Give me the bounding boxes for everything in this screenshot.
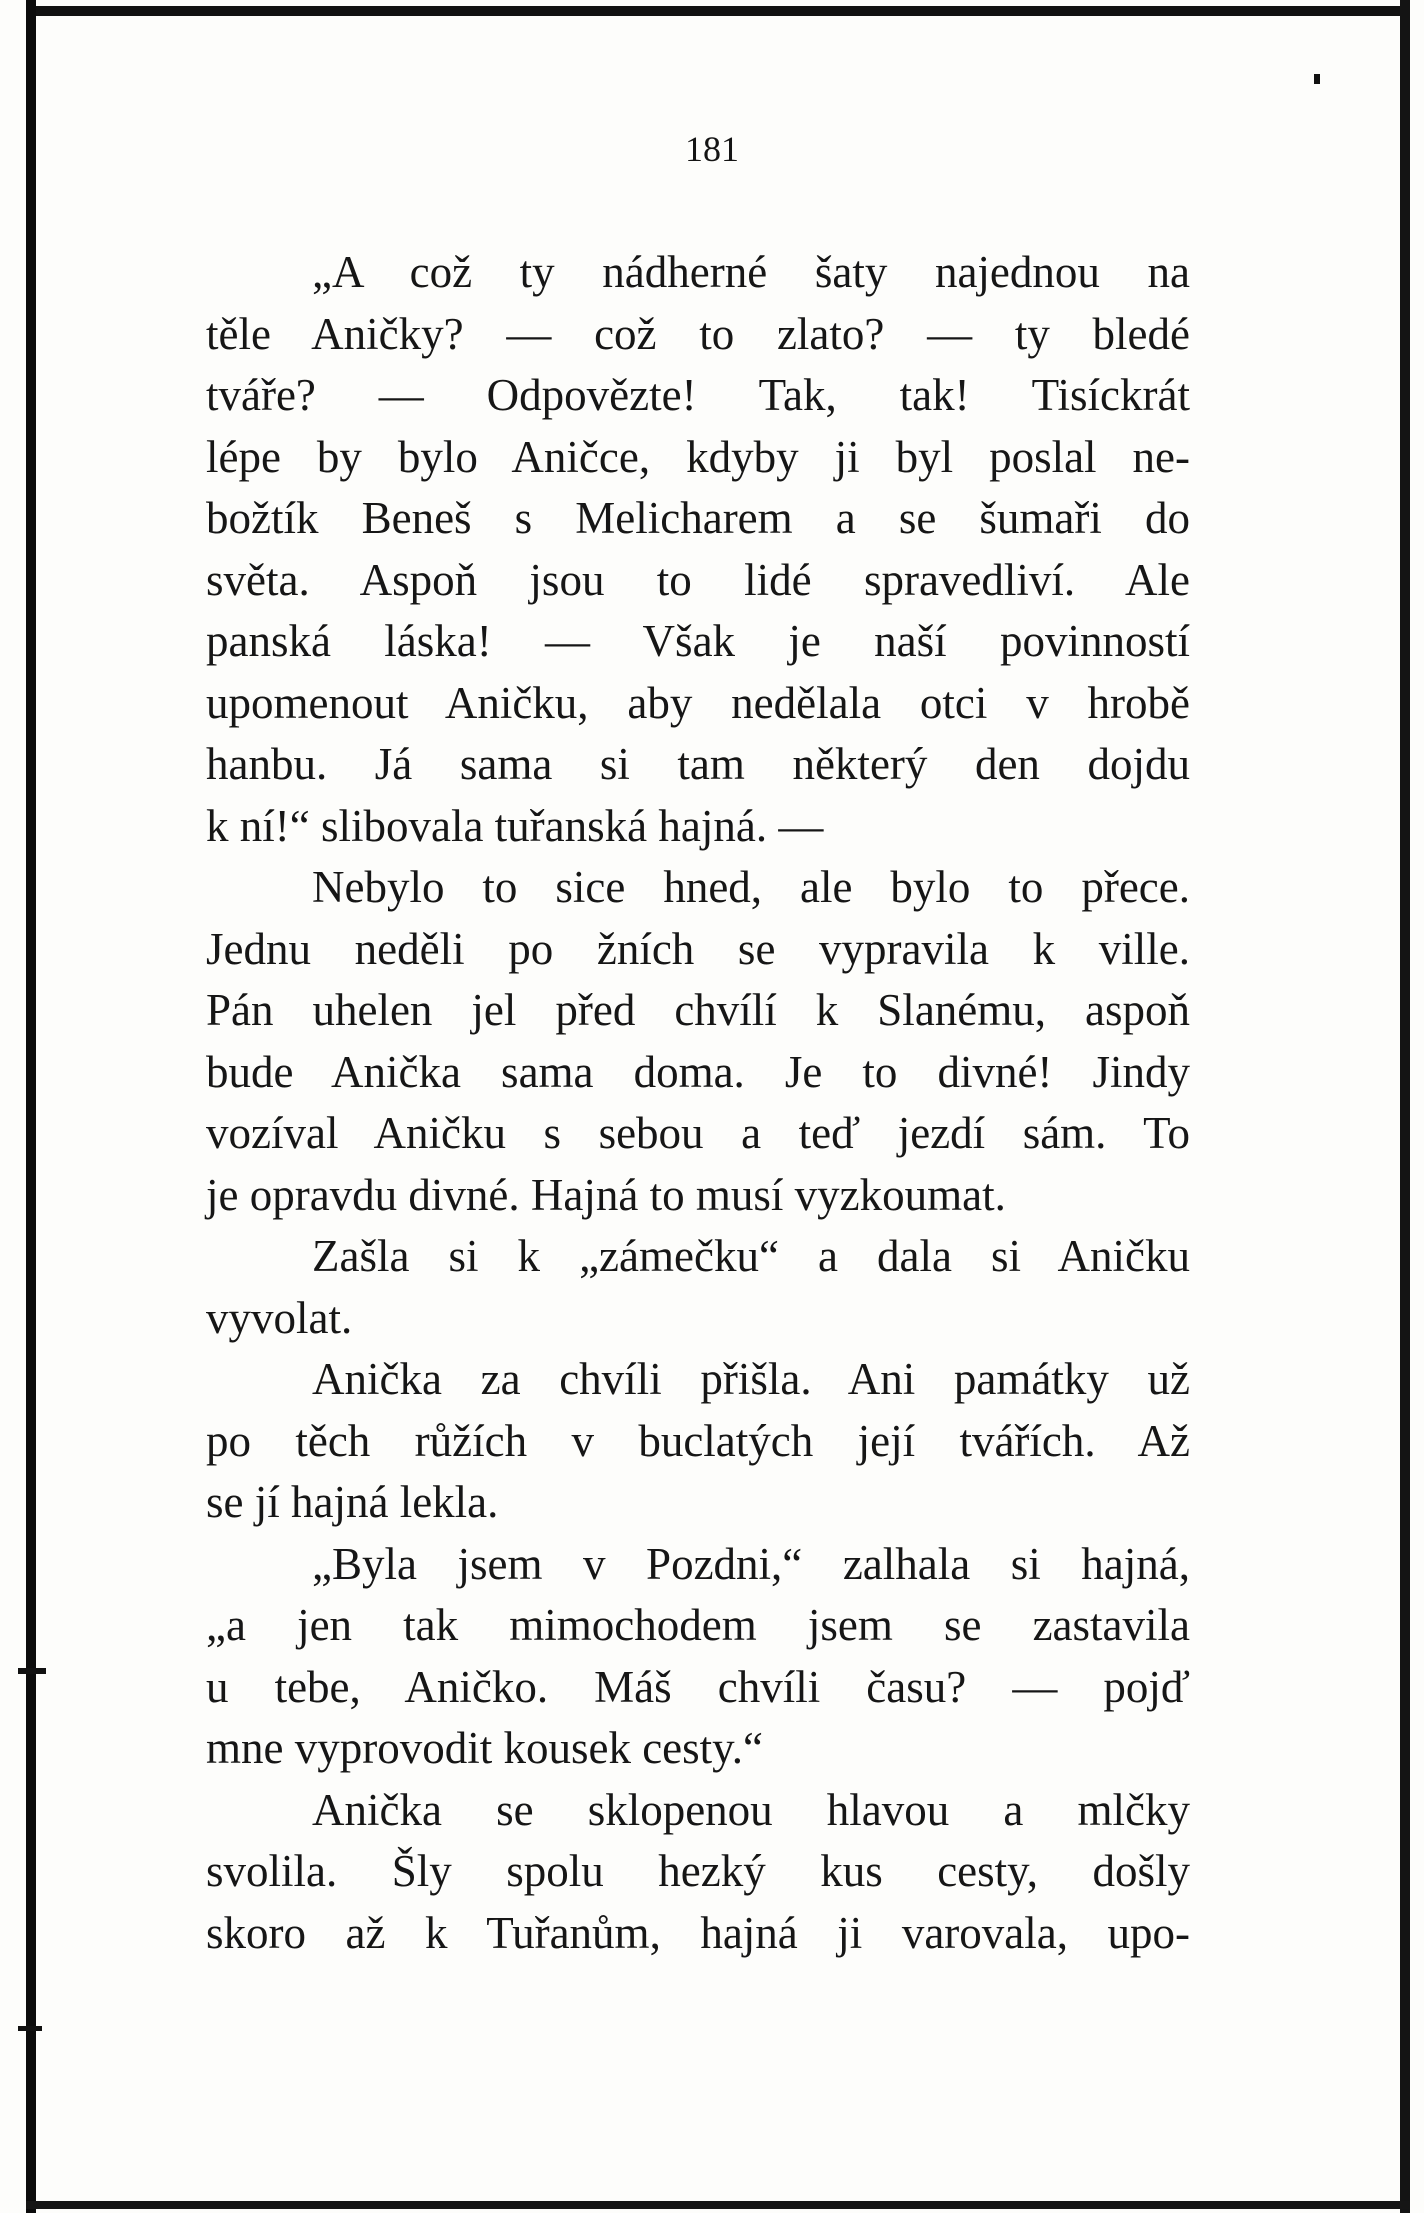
text-line: Pán uhelen jel před chvílí k Slanému, aspoň: [206, 985, 1190, 1035]
text-line: k ní!“ slibovala tuřanská hajná. —: [206, 800, 824, 851]
text-line: Jednu neděli po žních se vypravila k ville.: [206, 923, 1190, 974]
text-line: Zašla si k „zámečku“ a dala si Aničku: [312, 1231, 1190, 1281]
text-line: panská láska! — Však je naší povinností: [206, 616, 1190, 666]
text-line: skoro až k Tuřanům, hajná ji varovala, upo-: [206, 1907, 1190, 1958]
page-number: 181: [685, 129, 739, 169]
scan-mark: [18, 1668, 46, 1674]
text-line: vozíval Aničku s sebou a teď jezdí sám. To: [206, 1108, 1190, 1158]
text-line: světa. Aspoň jsou to lidé spravedliví. Ale: [206, 554, 1190, 605]
text-line: Anička za chvíli přišla. Ani památky už: [312, 1354, 1190, 1404]
text-line: svolila. Šly spolu hezký kus cesty, došly: [206, 1846, 1190, 1896]
text-line: u tebe, Aničko. Máš chvíli času? — pojď: [206, 1661, 1190, 1712]
text-line: po těch růžích v buclatých její tvářích. Až: [206, 1415, 1190, 1466]
scan-border-right: [1400, 0, 1410, 2213]
text-line: hanbu. Já sama si tam některý den dojdu: [206, 739, 1190, 789]
text-line: božtík Beneš s Melicharem a se šumaři do: [206, 493, 1190, 543]
text-line: se jí hajná lekla.: [206, 1477, 499, 1527]
text-line: těle Aničky? — což to zlato? — ty bledé: [206, 308, 1190, 359]
scan-border-left: [26, 0, 36, 2213]
text-line: „A což ty nádherné šaty najednou na: [312, 247, 1190, 297]
text-line: „Byla jsem v Pozdni,“ zalhala si hajná,: [312, 1538, 1190, 1589]
text-line: tváře? — Odpovězte! Tak, tak! Tisíckrát: [206, 370, 1190, 420]
scan-mark: [1314, 74, 1320, 84]
text-line: vyvolat.: [206, 1292, 353, 1343]
text-line: mne vyprovodit kousek cesty.“: [206, 1723, 763, 1773]
text-line: bude Anička sama doma. Je to divné! Jindy: [206, 1046, 1190, 1097]
scan-border-top: [26, 6, 1406, 16]
body-text: [206, 242, 1190, 1964]
text-line: je opravdu divné. Hajná to musí vyzkoumat.: [206, 1169, 1006, 1220]
scan-border-bottom: [26, 2201, 1410, 2209]
text-line: upomenout Aničku, aby nedělala otci v hrobě: [206, 677, 1190, 728]
text-line: lépe by bylo Aničce, kdyby ji byl poslal ne-: [206, 431, 1190, 482]
scan-mark: [18, 2026, 42, 2031]
text-line: Anička se sklopenou hlavou a mlčky: [312, 1784, 1190, 1835]
text-line: „a jen tak mimochodem jsem se zastavila: [206, 1600, 1190, 1650]
text-line: Nebylo to sice hned, ale bylo to přece.: [312, 862, 1190, 912]
